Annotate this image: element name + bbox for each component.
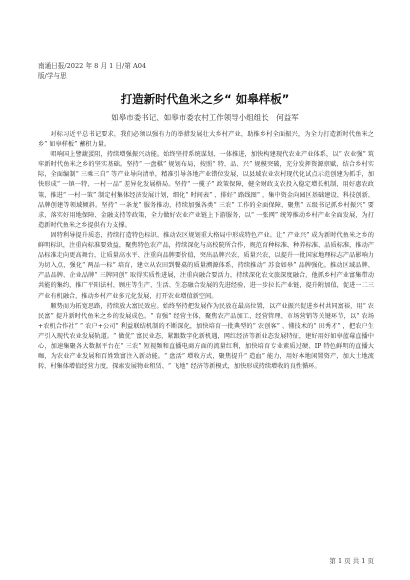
page-number: 第 1 页 共 1 页 — [329, 557, 374, 565]
paragraph-intro: 对标习近平总书记要求，我们必须以强有力的举措发展壮大乡村产业，助推乡村全面振兴，为全力打造新时代鱼米之乡“ 如皋样板” 蓄积力量。 — [38, 131, 374, 149]
article-title: 打造新时代鱼米之乡“ 如皋样板” — [120, 92, 290, 106]
publication-line-2: 版/学与思 — [38, 71, 67, 80]
paragraph-3: 顺势而为拓宽思路，持续放大富民效应。始终坚持把发展作为民放在最高位置，以产业振兴促进乡村共同富裕，用“ 农民富” 提升新时代鱼米之乡的发展成色。“ 育强” 经营主体，聚焦农产品加工、经营管理、市场营销等关键环节，以“ 农场+农机合作社” “ 农户+公司” 利益联结机制的不断深化，加快培育一批典型的“ 农创客” 、懂技术的“ 田秀才” ，把农户生产引入现代农业发展轨道。“ 做优” 富民业态，紧跟数字化新机遇，网红经济等新业态发展特征，建好用好如皋蓝莓直播中心，加速集聚各大数据平台在“ 三农” 短视频和直播电商方面的流量红利，加快培育专业素质过硬、IP 特色鲜明的直播大咖，为农业产业发展和百姓致富注入新动能。“ 盘活” 增收方式，聚焦提升“ 造血” 能力，用好本地闲置资产，加大土地流转、村集体增值经营力度，探索发展物业租赁、“ 飞地” 经济等新模式，加快形成持续增收的良性循环。 — [38, 302, 374, 371]
paragraph-2: 固特利导提升质态，持续打造特色标识、推动农区规划重大格局中形成特色产业。让“ 产业兴” 成为新时代鱼米之乡的鲜明标识，注重向标准要效益，聚焦特色农产品，持续深化与高校院所合作，规范育种标准、种养标准、品质标准，推动产品标准走向更高舞台，让质量高水平、注重向品牌要价值，突出品牌兴农、质量兴农，以提升一批国家地理标志产品影响力为切入点，强化“ 两品一标” 培育，建立从农田到餐桌的质量溯源体系，持续推动“ 苏食如皋” 品牌强化。推动区域品牌、产品品牌、企业品牌“ 三牌同创” 取得实质性进展，注重向融合要活力，持续深化农文旅深度融合，他抓乡村产业富集带动共能的集约，推广平阳法村、顾庄等生产、生活、生态融合发展的先进经验，进一步拉长产业链，提升附加值，促进一二三产业有机融合，推动乡村产业多元化发展，打开农业增值新空间。 — [38, 231, 374, 300]
article-author: 如皋市委书记、如皋市委农村工作领导小组组长 何益军 — [111, 113, 299, 122]
paragraph-1: 唱响国上譬蔬蛋阻，持续增强振兴动能。始终坚持系统谋划、一体推进，加快构建现代农业产业体系，以“ 农业强” 筑牢新时代鱼米之乡的坚实基础。坚持“ 一盘棋” 规划布局，按照“ 特、品、兴” 规模突破，充分发挥资源禀赋，结合乡村实际，全面编制“ 三乘三自” 等产业导向清单，精准引导各地产业错位发展，以县域农业农村现代化试点示范创建为抓手，加快形成“ 一镇一特、一村一品” 差异化发展格局。坚持“ 一揽子” 政策保障，健全财政支农投入稳定增长机制，用好惠农政策，推进“ 一村一策” 制定村集体经济发展计划，细化“ 时间表” 、排好“ 路线图” ，集中资金向园区基础建设、科技创新、品牌创建等领域倾斜。坚持“ 一条龙” 服务推动，持续加强各类“ 三农” 工作的全面保障，聚焦“ 五级书记抓乡村振兴” 要求，落实好用地保障、金融支持等政策，全力做好农业产业链上下游服务，以“ 一张网” 统筹推动乡村产业全面发展，为打造新时代鱼米之乡提供有力支撑。 — [38, 151, 374, 229]
publication-line-1: 南通日报/2022 年 8 月 1 日/第 A04 — [38, 62, 147, 70]
article-body — [38, 130, 374, 372]
publication-meta — [38, 62, 146, 81]
